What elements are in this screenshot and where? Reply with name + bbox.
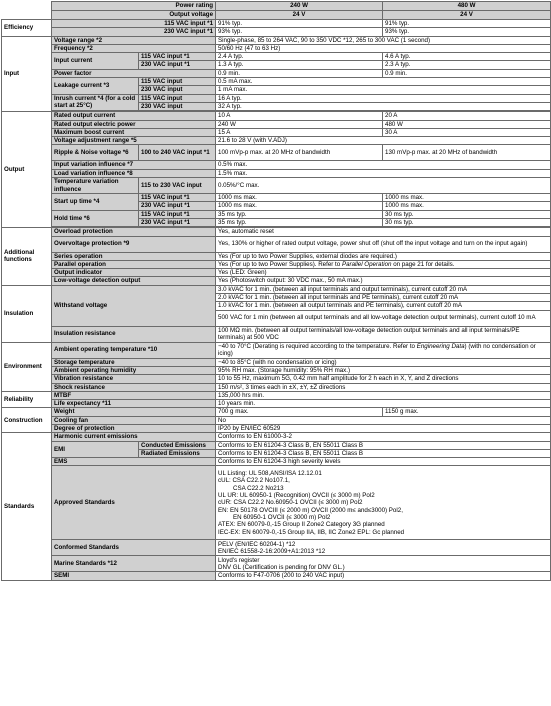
value: 2.0 kVAC for 1 min. (between all input terminals and PE terminals), current cutoff 20 mA <box>216 294 551 302</box>
value: 700 g max. <box>216 408 383 416</box>
label: Ripple & Noise voltage *6 <box>52 145 139 161</box>
label: Conducted Emissions <box>139 441 216 449</box>
label: 230 VAC input *1 <box>52 28 216 36</box>
label: Frequency *2 <box>52 44 216 52</box>
value: No <box>216 416 551 424</box>
label: Output indicator <box>52 269 216 277</box>
label: 230 VAC input <box>139 86 216 94</box>
value: 500 VAC for 1 min (between all output terminals and all low-voltage detection output terminals), current cutoff 10 mA <box>216 310 551 326</box>
line: DNV GL (Certification is pending for DNV GL.) <box>218 563 345 571</box>
line: UL UR: UL 60950-1 (Recognition) OVCII (≤ 3000 m) Pol2 <box>218 492 375 500</box>
label: 115 VAC input *1 <box>52 20 216 28</box>
label: Inrush current *4 (for a cold start at 25°C) <box>52 94 139 111</box>
label: 230 VAC input *1 <box>139 202 216 210</box>
label: Conformed Standards <box>52 540 216 556</box>
label: Load variation influence *8 <box>52 169 216 177</box>
value: 1.3 A typ. <box>216 61 383 69</box>
label: Voltage adjustment range *5 <box>52 137 216 145</box>
line: PELV (EN/IEC 60204-1) *12 <box>218 540 296 548</box>
label: 115 VAC input *1 <box>139 194 216 202</box>
value: 1000 ms max. <box>383 194 551 202</box>
value: 150 m/s², 3 times each in ±X, ±Y, ±Z directions <box>216 383 551 391</box>
label: Ambient operating humidity <box>52 366 216 374</box>
value: 30 ms typ. <box>383 218 551 226</box>
value: 1000 ms max. <box>216 194 383 202</box>
value: Yes (LED: Green) <box>216 269 551 277</box>
value: 10 to 55 Hz, maximum 5G, 0.42 mm half amplitude for 2 h each in X, Y, and Z directions <box>216 375 551 383</box>
value: Yes, automatic reset <box>216 228 551 236</box>
label: Hold time *6 <box>52 210 139 227</box>
label: Voltage range *2 <box>52 36 216 44</box>
line: Lloyd's register <box>218 556 260 564</box>
value <box>216 556 551 572</box>
col2-rating: 480 W <box>383 2 551 11</box>
text: Yes (For up to two Power Supplies). Refer to <box>218 260 342 268</box>
col2-voltage: 24 V <box>383 11 551 20</box>
line: EN/IEC 61558-2-16:2009+A1:2013 *12 <box>218 547 326 555</box>
value: 1.0 kVAC for 1 min. (between all output terminals and PE terminals), current cutoff 20 mA <box>216 302 551 310</box>
label: Start up time *4 <box>52 194 139 211</box>
label: Degree of protection <box>52 424 216 432</box>
output-voltage-header: Output voltage <box>52 11 216 20</box>
value: Single-phase, 85 to 264 VAC, 90 to 350 VDC *12, 265 to 300 VAC (1 second) <box>216 36 551 44</box>
label: Life expectancy *11 <box>52 400 216 408</box>
line: CSA C22.2 No213 <box>233 484 284 492</box>
label: 230 VAC input *1 <box>139 61 216 69</box>
value: Conforms to EN 61204-3 high severity levels <box>216 458 551 466</box>
label: Rated output electric power <box>52 120 216 128</box>
section-construction: Construction <box>2 408 52 433</box>
line: EN: EN 50178 OVCIII (≤ 2000 m) OVCII (2000 m≤ and≤3000) Pol2, <box>218 506 403 514</box>
value: Conforms to F47-0706 (200 to 240 VAC input) <box>216 572 551 580</box>
value: 20 A <box>383 112 551 120</box>
text: ) (with no condensation or icing) <box>218 342 536 358</box>
value: 10 years min. <box>216 400 551 408</box>
label: Shock resistance <box>52 383 216 391</box>
label: Ambient operating temperature *10 <box>52 342 216 358</box>
label: Series operation <box>52 252 216 260</box>
value: Yes, 130% or higher of rated output voltage, power shut off (shut off the input voltage and turn on the input again) <box>216 236 551 252</box>
value: 21.6 to 28 V (with V.ADJ) <box>216 137 551 145</box>
value: Conforms to EN 61000-3-2 <box>216 433 551 441</box>
col1-voltage: 24 V <box>216 11 383 20</box>
section-efficiency: Efficiency <box>2 20 52 37</box>
label: Temperature variation influence <box>52 178 139 194</box>
label: Approved Standards <box>52 466 216 540</box>
value <box>216 260 551 268</box>
value: 10 A <box>216 112 383 120</box>
label: Withstand voltage <box>52 285 216 326</box>
label: Radiated Emissions <box>139 449 216 457</box>
text: on page 21 for details. <box>391 260 455 268</box>
value: Yes (For up to two Power Supplies, external diodes are required.) <box>216 252 551 260</box>
text: −40 to 70°C (Derating is required according to the temperature. Refer to <box>218 342 417 350</box>
label: Leakage current *3 <box>52 78 139 95</box>
reference-link: Engineering Data <box>416 342 465 350</box>
power-rating-header: Power rating <box>52 2 216 11</box>
label: Marine Standards *12 <box>52 556 216 572</box>
label: Power factor <box>52 69 216 77</box>
value: 1.5% max. <box>216 169 551 177</box>
value: 50/60 Hz (47 to 63 Hz) <box>216 44 551 52</box>
value-approved <box>216 466 551 540</box>
value <box>216 540 551 556</box>
label: 230 VAC input *1 <box>139 218 216 226</box>
label: Vibration resistance <box>52 375 216 383</box>
value: Yes (Photoswitch output: 30 VDC max., 50 mA max.) <box>216 277 551 285</box>
value: −40 to 85°C (with no condensation or icing) <box>216 358 551 366</box>
label: Input variation influence *7 <box>52 161 216 169</box>
value: Conforms to EN 61204-3 Class B, EN 55011 Class B <box>216 441 551 449</box>
label: 100 to 240 VAC input *1 <box>139 145 216 161</box>
value: 1 mA max. <box>216 86 551 94</box>
value: 3.0 kVAC for 1 min. (between all input terminals and output terminals), current cutoff 20 mA <box>216 285 551 293</box>
value: 0.9 min. <box>216 69 383 77</box>
label: 115 VAC input *1 <box>139 210 216 218</box>
label: 230 VAC input <box>139 102 216 110</box>
line: cUL: CSA C22.2 No107.1, <box>218 477 290 485</box>
section-output: Output <box>2 112 52 228</box>
label: 115 to 230 VAC input <box>139 178 216 194</box>
value: 1000 ms max. <box>383 202 551 210</box>
value: 2.3 A typ. <box>383 61 551 69</box>
value: 1000 ms max. <box>216 202 383 210</box>
label: Parallel operation <box>52 260 216 268</box>
line: UL Listing: UL 508,ANSI/ISA 12.12.01 <box>218 470 322 478</box>
value: 0.5% max. <box>216 161 551 169</box>
value: 480 W <box>383 120 551 128</box>
label: Insulation resistance <box>52 326 216 342</box>
value: 30 A <box>383 128 551 136</box>
section-reliability: Reliability <box>2 391 52 408</box>
label: Storage temperature <box>52 358 216 366</box>
value: 91% typ. <box>216 20 383 28</box>
value: 135,000 hrs min. <box>216 391 551 399</box>
section-additional: Additional functions <box>2 228 52 285</box>
col1-rating: 240 W <box>216 2 383 11</box>
line: cUR: CSA C22.2 No.60950-1 OVCII (≤ 3000 m) Pol2 <box>218 499 363 507</box>
value: 30 ms typ. <box>383 210 551 218</box>
value: 0.9 min. <box>383 69 551 77</box>
value: 0.05%/°C max. <box>216 178 551 194</box>
value: 35 ms typ. <box>216 218 383 226</box>
label: Rated output current <box>52 112 216 120</box>
value: 240 W <box>216 120 383 128</box>
reference-link: Parallel Operation <box>341 260 392 268</box>
label: EMS <box>52 458 216 466</box>
label: 115 VAC input <box>139 94 216 102</box>
label: EMI <box>52 441 139 458</box>
value: Conforms to EN 61204-3 Class B, EN 55011 Class B <box>216 449 551 457</box>
value <box>216 342 551 358</box>
label: 115 VAC input <box>139 78 216 86</box>
label: MTBF <box>52 391 216 399</box>
section-input: Input <box>2 36 52 112</box>
value: 95% RH max. (Storage humidity: 95% RH max.) <box>216 366 551 374</box>
label: Maximum boost current <box>52 128 216 136</box>
label: Low-voltage detection output <box>52 277 216 285</box>
value: 4.6 A typ. <box>383 53 551 61</box>
label: SEMI <box>52 572 216 580</box>
value: 15 A <box>216 128 383 136</box>
label: Weight <box>52 408 216 416</box>
label: Overload protection <box>52 228 216 236</box>
value: 32 A typ. <box>216 102 551 110</box>
value: 130 mVp-p max. at 20 MHz of bandwidth <box>383 145 551 161</box>
label: 115 VAC input *1 <box>139 53 216 61</box>
label: Cooling fan <box>52 416 216 424</box>
spec-table <box>1 1 551 581</box>
value: IP20 by EN/IEC 60529 <box>216 424 551 432</box>
line: ATEX: EN 60079-0,-15 Group II Zone2 Category 3G planned <box>218 521 385 529</box>
value: 0.5 mA max. <box>216 78 551 86</box>
label: Harmonic current emissions <box>52 433 216 441</box>
value: 100 MΩ min. (between all output terminals/all low-voltage detection output terminals and all input terminals/PE terminals) at 500 VDC <box>216 326 551 342</box>
section-environment: Environment <box>2 342 52 391</box>
value: 35 ms typ. <box>216 210 383 218</box>
label: Overvoltage protection *9 <box>52 236 216 252</box>
section-standards: Standards <box>2 433 52 580</box>
value: 100 mVp-p max. at 20 MHz of bandwidth <box>216 145 383 161</box>
line: EN 60950-1 OVCII (≤ 3000 m) Pol2 <box>233 513 331 521</box>
section-insulation: Insulation <box>2 285 52 342</box>
value: 93% typ. <box>216 28 383 36</box>
line: IEC-EX: EN 60079-0,-15 Group IIA, IIB, IIC Zone2 EPL: Gc planned <box>218 528 405 536</box>
value: 91% typ. <box>383 20 551 28</box>
value: 2.4 A typ. <box>216 53 383 61</box>
value: 1150 g max. <box>383 408 551 416</box>
label: Input current <box>52 53 139 70</box>
value: 93% typ. <box>383 28 551 36</box>
value: 16 A typ. <box>216 94 551 102</box>
